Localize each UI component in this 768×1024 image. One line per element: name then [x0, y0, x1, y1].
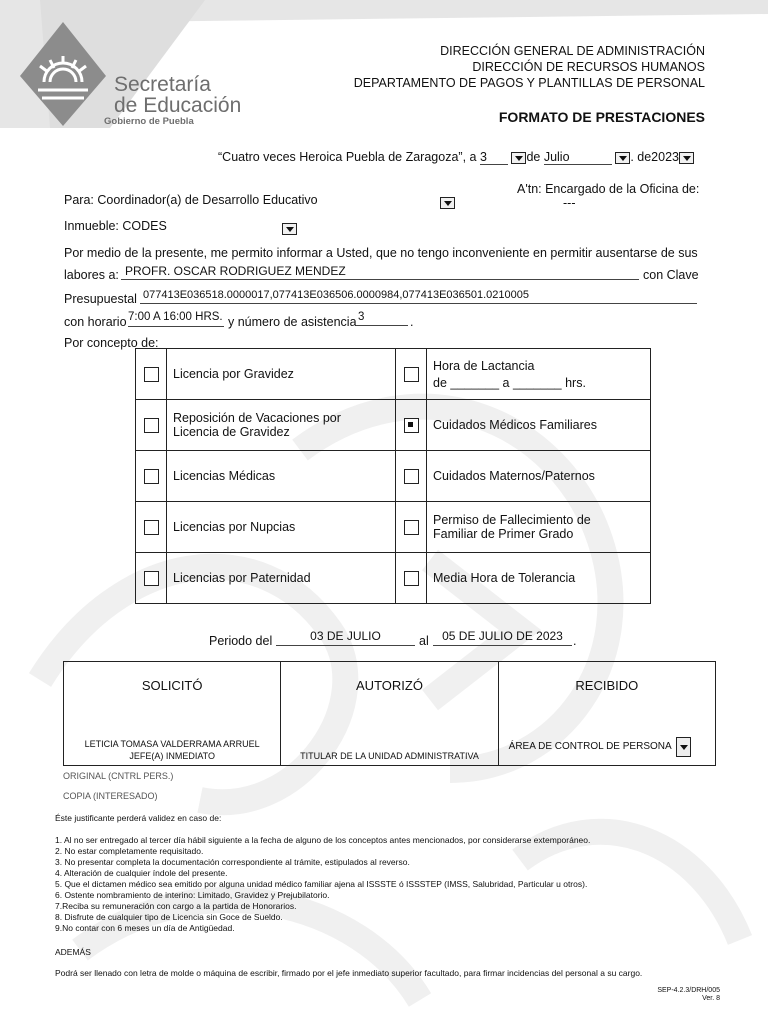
date-de1: de — [526, 150, 541, 164]
date-line — [218, 150, 694, 165]
option-sublabel: Licencia de Gravidez — [173, 425, 290, 439]
autorizo-role: TITULAR DE LA UNIDAD ADMINISTRATIVA — [300, 751, 479, 761]
atn-line2[interactable]: --- — [563, 196, 576, 210]
recibido-header: RECIBIDO — [575, 678, 639, 693]
presupuestal-label: Presupuestal — [64, 292, 137, 306]
validity-item: 9.No contar con 6 meses un día de Antigüedad. — [55, 923, 235, 933]
para-dropdown-icon[interactable] — [440, 197, 455, 209]
day-dropdown-icon[interactable] — [511, 152, 526, 164]
header-line2: DIRECCIÓN DE RECURSOS HUMANOS — [472, 60, 705, 74]
validity-item: 3. No presentar completa la documentación correspondiente al trámite, estipulados al reverso. — [55, 857, 410, 867]
header-line1: DIRECCIÓN GENERAL DE ADMINISTRACIÓN — [440, 44, 705, 58]
option-label: Hora de Lactancia — [433, 358, 535, 373]
solicito-name: LETICIA TOMASA VALDERRAMA ARRUEL — [84, 739, 260, 749]
recibido-cell[interactable] — [498, 662, 715, 766]
form-title: FORMATO DE PRESTACIONES — [498, 109, 705, 125]
form-code-line: SEP-4.2.3/DRH/005 — [657, 987, 720, 994]
autorizo-cell[interactable] — [281, 662, 498, 766]
autorizo-header: AUTORIZÓ — [356, 678, 423, 693]
media-hora-tolerancia-checkbox[interactable] — [404, 571, 419, 586]
atn-block — [517, 182, 699, 210]
employee-name-field[interactable]: PROFR. OSCAR RODRIGUEZ MENDEZ — [121, 264, 639, 280]
option-sublabel: Familiar de Primer Grado — [433, 527, 574, 541]
periodo-end: . — [573, 634, 577, 648]
presupuestal-field[interactable]: 077413E036518.0000017,077413E036506.0000984,077413E036501.0210005 — [140, 289, 697, 304]
year-dropdown-icon[interactable] — [679, 152, 694, 164]
solicito-header: SOLICITÓ — [141, 678, 203, 693]
labores-label: labores a: — [64, 268, 119, 282]
copy-original: ORIGINAL (CNTRL PERS.) — [63, 771, 174, 781]
reposicion-vacaciones-checkbox[interactable] — [144, 418, 159, 433]
para-line — [64, 193, 318, 207]
validity-item: 4. Alteración de cualquier índole del presente. — [55, 868, 228, 878]
option-label: Permiso de Fallecimiento de — [433, 513, 591, 527]
form-version: Ver. 8 — [702, 995, 720, 1002]
signature-table — [63, 661, 716, 766]
cuidados-maternos-checkbox[interactable] — [404, 469, 419, 484]
horario-field[interactable]: 7:00 A 16:00 HRS. — [128, 311, 224, 327]
solicito-cell[interactable] — [64, 662, 281, 766]
option-label: Licencia por Gravidez — [173, 367, 294, 381]
date-year[interactable]: 2023 — [651, 150, 679, 164]
validity-list — [55, 835, 755, 934]
licencias-medicas-checkbox[interactable] — [144, 469, 159, 484]
options-row — [136, 451, 651, 502]
recibido-dropdown-icon[interactable] — [676, 737, 691, 757]
options-row — [136, 400, 651, 451]
option-label: Licencias por Nupcias — [173, 520, 296, 534]
inmueble-dropdown-icon[interactable] — [282, 223, 297, 235]
validity-item: 7.Reciba su remuneración con cargo a la partida de Honorarios. — [55, 901, 297, 911]
asistencia-field[interactable]: 3 — [356, 311, 408, 326]
options-row — [136, 502, 651, 553]
validity-intro: Éste justificante perderá validez en caso de: — [55, 813, 222, 823]
logo-line2: de Educación — [114, 94, 242, 117]
validity-item: 6. Ostente nombramiento de interino: Limitado, Gravidez y Prejubilatorio. — [55, 890, 330, 900]
recibido-field[interactable]: ÁREA DE CONTROL DE PERSONA — [508, 741, 672, 752]
asistencia-period: . — [410, 315, 414, 329]
date-city: “Cuatro veces Heroica Puebla de Zaragoza”, a — [218, 150, 477, 164]
periodo-al: al — [419, 634, 429, 648]
option-sublabel: de _______ a _______ hrs. — [433, 375, 586, 390]
cuidados-medicos-familiares-checkbox[interactable] — [404, 418, 419, 433]
validity-item: 8. Disfrute de cualquier tipo de Licencia sin Goce de Sueldo. — [55, 912, 283, 922]
logo-emblem-icon — [18, 20, 108, 128]
periodo-to-field[interactable]: 05 DE JULIO DE 2023 — [433, 629, 572, 646]
validity-item: 1. Al no ser entregado al tercer día hábil siguiente a la fecha de alguno de los conceptos antes mencionados, por considerarse extemporáneo. — [55, 835, 591, 845]
options-table — [135, 348, 651, 604]
intro-text: Por medio de la presente, me permito informar a Usted, que no tengo inconveniente en permitir ausentarse de sus — [64, 246, 698, 260]
concepto-label: Por concepto de: — [64, 336, 159, 350]
solicito-role: JEFE(A) INMEDIATO — [129, 751, 215, 761]
options-row — [136, 553, 651, 604]
licencia-gravidez-checkbox[interactable] — [144, 367, 159, 382]
asistencia-label: y número de asistencia — [228, 315, 357, 329]
licencias-paternidad-checkbox[interactable] — [144, 571, 159, 586]
options-row — [136, 349, 651, 400]
periodo-label: Periodo del — [209, 634, 273, 648]
inmueble-line — [64, 219, 167, 233]
validity-item: 2. No estar completamente requisitado. — [55, 846, 204, 856]
option-label: Licencias Médicas — [173, 469, 276, 483]
option-label: Media Hora de Tolerancia — [433, 571, 576, 585]
hora-lactancia-checkbox[interactable] — [404, 367, 419, 382]
atn-line1: A'tn: Encargado de la Oficina de: — [517, 182, 700, 196]
date-de2: . de — [630, 150, 652, 164]
inmueble-field[interactable]: CODES — [122, 219, 167, 233]
con-clave-label: con Clave — [643, 268, 699, 282]
ademas-label: ADEMÁS — [55, 947, 91, 957]
option-label: Cuidados Maternos/Paternos — [433, 469, 595, 483]
option-label: Licencias por Paternidad — [173, 571, 311, 585]
logo-line3: Gobierno de Puebla — [104, 116, 194, 127]
header-block — [354, 43, 705, 91]
licencias-nupcias-checkbox[interactable] — [144, 520, 159, 535]
periodo-from-field[interactable]: 03 DE JULIO — [276, 629, 415, 646]
date-day[interactable]: 3 — [480, 150, 508, 165]
validity-note: Podrá ser llenado con letra de molde o máquina de escribir, firmado por el jefe inmediato superior facultado, para firmar incidencias del personal a su cargo. — [55, 968, 643, 978]
para-field[interactable]: Coordinador(a) de Desarrollo Educativo — [97, 193, 318, 207]
form-code — [657, 987, 720, 1003]
horario-label: con horario — [64, 315, 127, 329]
month-dropdown-icon[interactable] — [615, 152, 630, 164]
validity-item: 5. Que el dictamen médico sea emitido por alguna unidad médico familiar ajena al ISSSTE ó ISSSTEP (IMSS, Salubridad, Particular u otros). — [55, 879, 588, 889]
copy-interesado: COPIA (INTERESADO) — [63, 791, 158, 801]
para-label: Para: — [64, 193, 94, 207]
date-month[interactable]: Julio — [544, 150, 612, 165]
inmueble-label: Inmueble: — [64, 219, 119, 233]
logo — [18, 20, 248, 128]
header-line3: DEPARTAMENTO DE PAGOS Y PLANTILLAS DE PERSONAL — [353, 76, 705, 90]
option-label: Reposición de Vacaciones por — [173, 411, 341, 425]
permiso-fallecimiento-checkbox[interactable] — [404, 520, 419, 535]
logo-line1: Secretaría — [114, 73, 211, 96]
option-label: Cuidados Médicos Familiares — [433, 418, 597, 432]
